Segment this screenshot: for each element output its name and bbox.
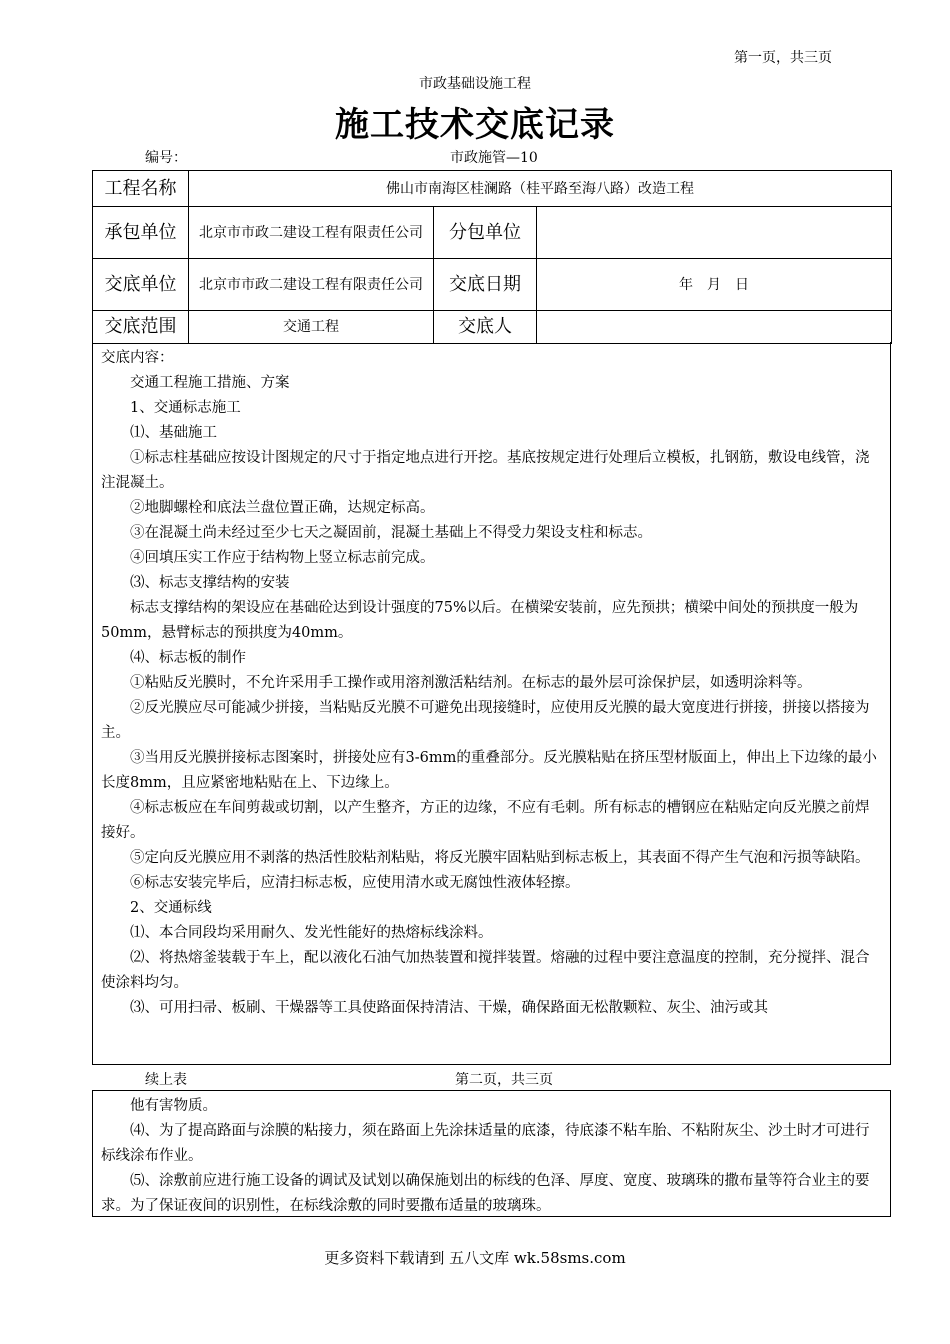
document-subtitle: 市政基础设施工程 <box>419 76 531 92</box>
subcontractor-value <box>537 207 892 259</box>
scope-label: 交底范围 <box>93 311 189 344</box>
content-paragraph: ⑷、标志板的制作 <box>130 650 246 666</box>
content-box-2 <box>92 1090 891 1217</box>
content-box <box>92 342 891 1065</box>
content-paragraph: ③当用反光膜拼接标志图案时，拼接处应有3-6mm的重叠部分。反光膜粘贴在挤压型材版面上，伸出上下边缘的最小长度8mm，且应紧密地粘贴在上、下边缘上。 <box>101 750 877 791</box>
content-paragraph: ②反光膜应尽可能减少拼接，当粘贴反光膜不可避免出现接缝时，应使用反光膜的最大宽度进行拼接，拼接以搭接为主。 <box>101 700 870 741</box>
serial-label: 编号： <box>145 150 187 166</box>
content-paragraph: ⑴、基础施工 <box>130 425 217 441</box>
disclosing-unit-value: 北京市市政二建设工程有限责任公司 <box>189 259 434 311</box>
page-number: 第一页，共三页 <box>734 50 832 66</box>
scope-value: 交通工程 <box>189 311 434 344</box>
document-title: 施工技术交底记录 <box>335 105 615 145</box>
content-paragraph: ③在混凝土尚未经过至少七天之凝固前，混凝土基础上不得受力架设支柱和标志。 <box>130 525 652 541</box>
content-paragraph: ⑥标志安装完毕后，应清扫标志板，应使用清水或无腐蚀性液体轻擦。 <box>130 875 580 891</box>
contractor-label: 承包单位 <box>93 207 189 259</box>
content-paragraph: ⑤定向反光膜应用不剥落的热活性胶粘剂粘贴，将反光膜牢固粘贴到标志板上，其表面不得产生气泡和污损等缺陷。 <box>130 850 870 866</box>
content-paragraph: 1、交通标志施工 <box>130 400 241 416</box>
date-value: 年 月 日 <box>537 259 892 311</box>
continued-label: 续上表 <box>145 1072 187 1088</box>
page-number-2: 第二页，共三页 <box>455 1072 553 1088</box>
content-paragraph: ⑴、本合同段均采用耐久、发光性能好的热熔标线涂料。 <box>130 925 493 941</box>
content-paragraph: 他有害物质。 <box>130 1098 217 1114</box>
content-paragraph: ④回填压实工作应于结构物上竖立标志前完成。 <box>130 550 435 566</box>
subcontractor-label: 分包单位 <box>434 207 537 259</box>
project-name-label: 工程名称 <box>93 171 189 207</box>
content-paragraph: ⑶、标志支撑结构的安装 <box>130 575 290 591</box>
content-paragraph: ⑵、将热熔釜装载于车上，配以液化石油气加热装置和搅拌装置。熔融的过程中要注意温度的控制，充分搅拌、混合使涂料均匀。 <box>101 950 870 991</box>
content-paragraph: ①粘贴反光膜时，不允许采用手工操作或用溶剂激活粘结剂。在标志的最外层可涂保护层，如透明涂料等。 <box>130 675 812 691</box>
content-paragraph: 交通工程施工措施、方案 <box>130 375 290 391</box>
info-table <box>92 170 892 344</box>
content-paragraph: 标志支撑结构的架设应在基础砼达到设计强度的75%以后。在横梁安装前，应先预拱；横梁中间处的预拱度一般为50mm，悬臂标志的预拱度为40mm。 <box>101 600 859 641</box>
content-paragraph: ①标志柱基础应按设计图规定的尺寸于指定地点进行开挖。基底按规定进行处理后立模板，扎钢筋，敷设电线管，浇注混凝土。 <box>101 450 870 491</box>
content-heading: 交底内容： <box>101 350 174 366</box>
serial-value: 市政施管—10 <box>450 150 538 166</box>
person-value <box>537 311 892 344</box>
content-paragraph: ⑷、为了提高路面与涂膜的粘接力，须在路面上先涂抹适量的底漆，待底漆不粘车胎、不粘附灰尘、沙土时才可进行标线涂布作业。 <box>101 1123 870 1164</box>
date-label: 交底日期 <box>434 259 537 311</box>
content-paragraph: ④标志板应在车间剪裁或切割，以产生整齐，方正的边缘，不应有毛刺。所有标志的槽钢应在粘贴定向反光膜之前焊接好。 <box>101 800 870 841</box>
content-paragraph: 2、交通标线 <box>130 900 212 916</box>
content-paragraph: ⑶、可用扫帚、板刷、干燥器等工具使路面保持清洁、干燥，确保路面无松散颗粒、灰尘、油污或其 <box>130 1000 768 1016</box>
footer-link-text: 更多资料下载请到 五八文库 wk.58sms.com <box>324 1249 626 1267</box>
disclosing-unit-label: 交底单位 <box>93 259 189 311</box>
project-name-value: 佛山市南海区桂澜路（桂平路至海八路）改造工程 <box>189 171 892 207</box>
content-paragraph: ⑸、涂敷前应进行施工设备的调试及试划以确保施划出的标线的色泽、厚度、宽度、玻璃珠的撒布量等符合业主的要求。为了保证夜间的识别性，在标线涂敷的同时要撒布适量的玻璃珠。 <box>101 1173 870 1214</box>
contractor-value: 北京市市政二建设工程有限责任公司 <box>189 207 434 259</box>
content-paragraph: ②地脚螺栓和底法兰盘位置正确，达规定标高。 <box>130 500 435 516</box>
person-label: 交底人 <box>434 311 537 344</box>
